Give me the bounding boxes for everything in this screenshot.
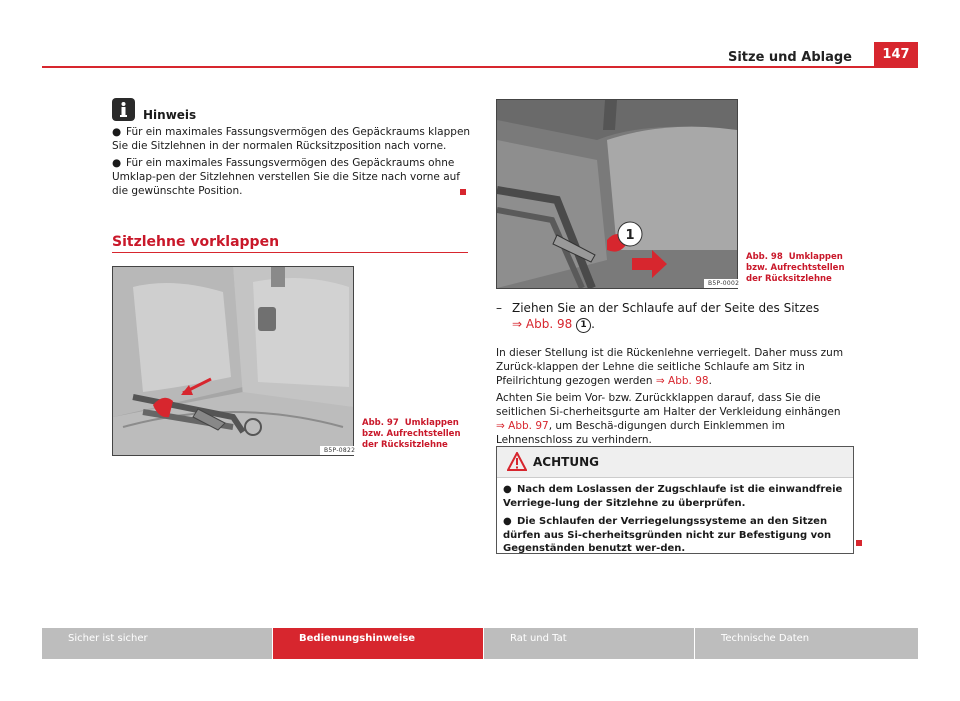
paragraph-1: In dieser Stellung ist die Rückenlehne verriegelt. Daher muss zum Zurück-klappen der Lehne die seitliche Schlaufe am Sitz in Pfeilrichtung gezogen werden ⇒ Abb. 98. — [496, 347, 844, 387]
step-ref-link[interactable]: ⇒ Abb. 98 — [512, 317, 573, 331]
figure-98-tag: B5P-0002 — [704, 279, 743, 288]
running-title: Sitze und Ablage — [727, 50, 852, 65]
warning-bullet-1: ● Nach dem Loslassen der Zugschlaufe ist die einwandfreie Verriege-lung der Sitzlehne zu überprüfen. — [503, 484, 843, 509]
figure-97-tag: B5P-0822 — [320, 446, 359, 455]
warning-bullet-2: ● Die Schlaufen der Verriegelungssysteme an den Sitzen dürfen aus Si-cherheitsgründen nicht zur Befestigung von Gegenständen benutzt wer-den. — [503, 516, 832, 554]
warning-title: ACHTUNG — [533, 455, 599, 469]
footer-tab-rat[interactable]: Rat und Tat — [484, 628, 694, 659]
note-bullet-2: ● Für ein maximales Fassungsvermögen des Gepäckraums ohne Umklap-pen der Sitzlehnen verstellen Sie die Sitze nach vorne auf die gewünschte Position. — [112, 157, 461, 197]
figure-97-image — [112, 266, 354, 456]
end-marker-2 — [856, 540, 862, 546]
note-bullet-1: ● Für ein maximales Fassungsvermögen des Gepäckraums klappen Sie die Sitzlehnen in der normalen Rücksitzposition nach vorne. — [112, 126, 471, 152]
header-rule — [42, 66, 918, 68]
warning-box — [496, 446, 854, 554]
warning-icon — [507, 452, 527, 471]
paragraph-2: Achten Sie beim Vor- bzw. Zurückklappen darauf, dass Sie die seitlichen Si-cherheitsgurte am Halter der Verkleidung einhängen ⇒ Abb. 97, um Beschä-digungen durch Einklemmen im Lehnenschloss zu verhindern. — [496, 392, 841, 446]
figure-98-image — [496, 99, 738, 289]
step-dash: – — [496, 301, 502, 315]
footer-tab-sicher[interactable]: Sicher ist sicher — [42, 628, 272, 659]
page-number: 147 — [874, 42, 918, 66]
end-marker — [460, 189, 466, 195]
step-text: Ziehen Sie an der Schlaufe auf der Seite des Sitzes ⇒ Abb. 98 1 . — [512, 301, 820, 331]
footer-tab-bedienung[interactable]: Bedienungshinweise — [273, 628, 483, 659]
footer-tab-technik[interactable]: Technische Daten — [695, 628, 918, 659]
info-icon — [112, 98, 135, 121]
figure-98-callout: 1 — [625, 228, 635, 243]
section-rule — [112, 252, 468, 253]
section-title: Sitzlehne vorklappen — [112, 234, 280, 250]
step-ref-number: 1 — [576, 318, 591, 333]
note-title: Hinweis — [143, 108, 197, 122]
para2-ref-link[interactable]: ⇒ Abb. 97 — [496, 420, 549, 432]
figure-97-caption: Abb. 97 Umklappen bzw. Aufrechtstellen der Rücksitzlehne — [362, 418, 461, 450]
figure-98-caption: Abb. 98 Umklappen bzw. Aufrechtstellen der Rücksitzlehne — [746, 252, 845, 284]
warning-header — [497, 447, 853, 478]
para1-ref-link[interactable]: ⇒ Abb. 98 — [655, 375, 709, 387]
